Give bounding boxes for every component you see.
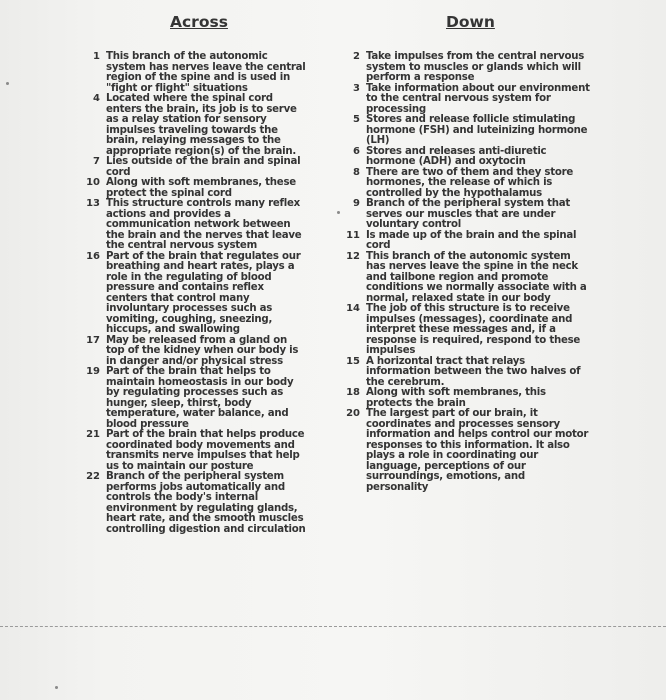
clue-number: 14 <box>346 303 360 314</box>
across-clue-22 <box>80 472 308 535</box>
clue-text: There are two of them and they store hormones, the release of which is controlled by the hypothalamus <box>366 166 573 199</box>
clue-number: 8 <box>353 166 360 178</box>
clue-number: 16 <box>86 250 100 262</box>
clue-number: 21 <box>86 429 100 440</box>
dashed-cut-line <box>0 626 666 627</box>
margin-dot <box>6 82 9 85</box>
clue-text: Part of the brain that helps produce coordinated body movements and transmits nerve impulses that help us to maintain our posture <box>106 429 305 472</box>
across-clue-21 <box>80 430 308 472</box>
clue-text: A horizontal tract that relays information between the two halves of the cerebrum. <box>366 355 581 388</box>
clue-text: Branch of the peripheral system that serves our muscles that are under voluntary control <box>366 198 570 230</box>
clue-text: May be released from a gland on top of the kidney when our body is in danger and/or physical stress <box>106 334 299 367</box>
clue-text: The job of this structure is to receive impulses (messages), coordinate and interpret these messages and, if a response is required, respond to these impulses <box>366 303 581 356</box>
clue-text: The largest part of our brain, it coordinates and processes sensory information and helps control our motor responses to this information. It also plays a role in coordinating our language, perceptions of our surroundings, emotions, and personality <box>366 408 589 493</box>
clue-text: Take information about our environment to the central nervous system for processing <box>366 82 590 115</box>
across-clue-7 <box>80 157 308 178</box>
down-clue-11 <box>338 231 590 252</box>
clue-text: This branch of the autonomic system has nerves leave the spine in the neck and tailbone region and promote conditions we normally associate with a normal, relaxed state in our body <box>366 250 587 304</box>
clue-number: 15 <box>346 355 360 367</box>
clue-text: Is made up of the brain and the spinal cord <box>366 229 577 251</box>
clue-text: Located where the spinal cord enters the brain, its job is to serve as a relay station for sensory impulses traveling towards the brain, relaying messages to the appropriate region(s) of the brain. <box>106 93 297 157</box>
down-clue-12 <box>338 252 590 305</box>
margin-dot <box>55 686 58 689</box>
clue-number: 11 <box>346 229 360 241</box>
clue-number: 3 <box>353 82 360 94</box>
clue-number: 22 <box>86 471 100 482</box>
down-clue-18 <box>338 388 590 409</box>
across-heading: Across <box>170 13 228 31</box>
clue-text: Take impulses from the central nervous system to muscles or glands which will perform a response <box>366 51 585 83</box>
clue-text: This structure controls many reflex actions and provides a communication network between the brain and the nerves that leave the central nervous system <box>106 198 302 251</box>
down-clue-3 <box>338 84 590 116</box>
clue-text: Stores and release follicle stimulating hormone (FSH) and luteinizing hormone (LH) <box>366 114 588 146</box>
clue-text: Branch of the peripheral system performs jobs automatically and controls the body's internal environment by regulating glands, heart rate, and the smooth muscles controlling digestion and circulation <box>106 471 306 535</box>
clue-number: 7 <box>93 156 100 167</box>
clue-number: 1 <box>93 51 100 62</box>
clue-text: This branch of the autonomic system has nerves leave the central region of the spine and is used in "fight or flight" situations <box>106 51 306 94</box>
across-clue-list <box>80 52 308 535</box>
clue-number: 17 <box>86 334 100 346</box>
across-clue-16 <box>80 252 308 336</box>
down-clue-6 <box>338 147 590 168</box>
down-clue-20 <box>338 409 590 493</box>
across-clue-19 <box>80 367 308 430</box>
down-clue-2 <box>338 52 590 84</box>
clue-text: Along with soft membranes, these protect the spinal cord <box>106 177 296 199</box>
down-clue-list <box>338 52 590 493</box>
clue-number: 9 <box>353 198 360 209</box>
clue-text: Lies outside of the brain and spinal cord <box>106 156 301 178</box>
clue-number: 18 <box>346 387 360 398</box>
clue-number: 13 <box>86 198 100 209</box>
clue-number: 20 <box>346 408 360 419</box>
clue-text: Along with soft membranes, this protects the brain <box>366 387 546 409</box>
down-clue-5 <box>338 115 590 147</box>
clue-number: 10 <box>86 177 100 188</box>
clue-number: 2 <box>353 51 360 62</box>
clue-number: 12 <box>346 250 360 262</box>
across-clue-17 <box>80 336 308 368</box>
across-clue-1 <box>80 52 308 94</box>
down-clue-15 <box>338 357 590 389</box>
across-clue-10 <box>80 178 308 199</box>
clue-text: Part of the brain that regulates our breathing and heart rates, plays a role in the regulating of blood pressure and contains reflex centers that control many involuntary processes such as vomiting, coughing, sneezing, hiccups, and swallowing <box>106 250 301 335</box>
clue-number: 5 <box>353 114 360 125</box>
down-heading: Down <box>446 13 495 31</box>
clue-number: 4 <box>93 93 100 104</box>
clue-text: Part of the brain that helps to maintain homeostasis in our body by regulating processes such as hunger, sleep, thirst, body temperature, water balance, and blood pressure <box>106 366 294 430</box>
clue-text: Stores and releases anti-diuretic hormone (ADH) and oxytocin <box>366 145 547 167</box>
clue-number: 19 <box>86 366 100 377</box>
across-clue-4 <box>80 94 308 157</box>
across-clue-13 <box>80 199 308 252</box>
down-clue-14 <box>338 304 590 357</box>
down-clue-9 <box>338 199 590 231</box>
down-clue-8 <box>338 168 590 200</box>
clue-number: 6 <box>353 145 360 157</box>
